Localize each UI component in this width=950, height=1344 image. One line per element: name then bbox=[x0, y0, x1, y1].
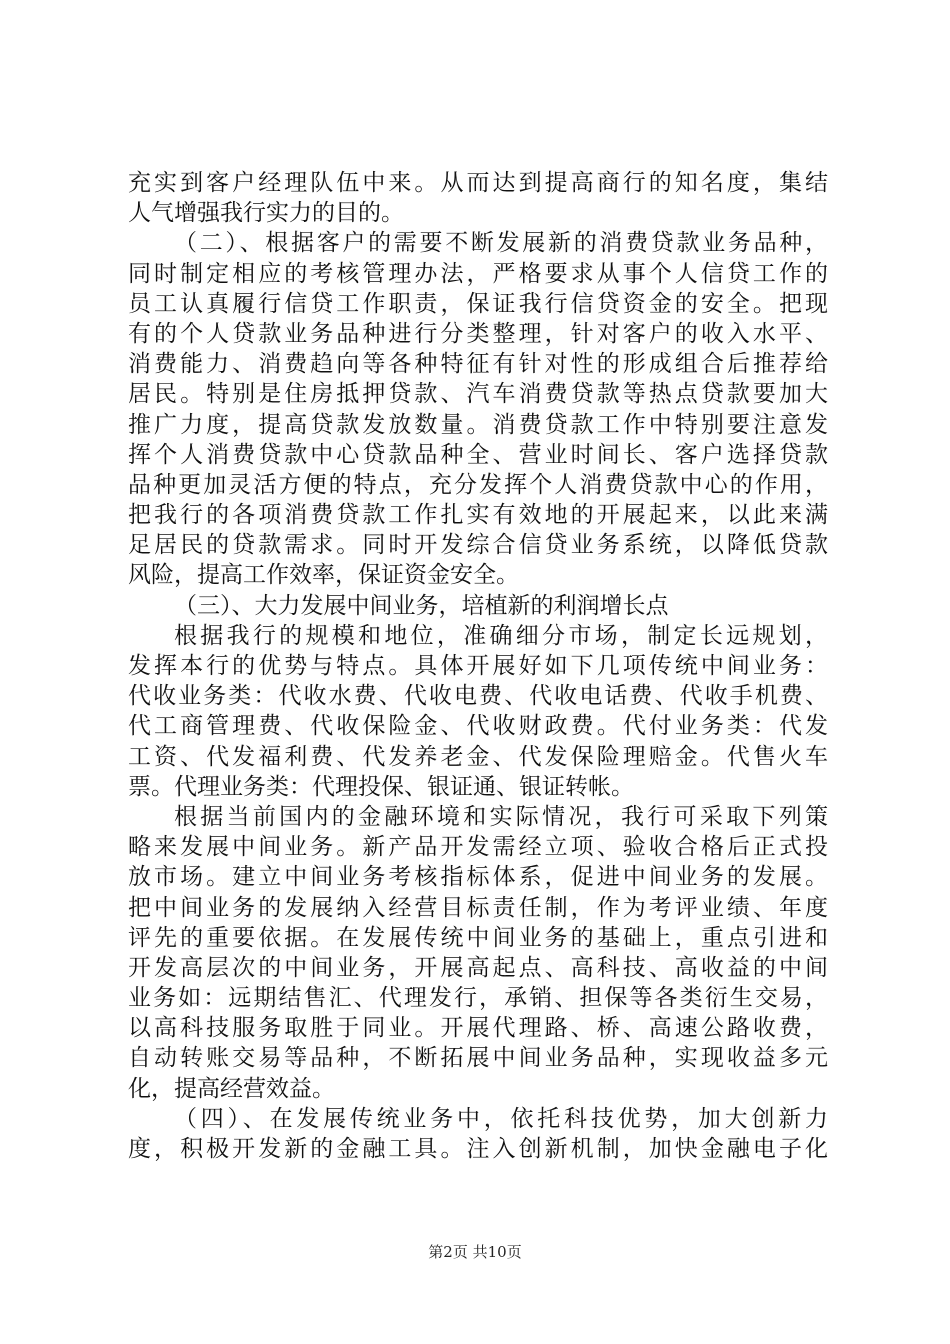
text-line: 推广力度，提高贷款发放数量。消费贷款工作中特别要注意发 bbox=[128, 411, 828, 438]
text-line: 自动转账交易等品种，不断拓展中间业务品种，实现收益多元 bbox=[128, 1045, 828, 1072]
text-line: 根据当前国内的金融环境和实际情况，我行可采取下列策 bbox=[174, 803, 828, 830]
text-line: 开发高层次的中间业务，开展高起点、高科技、高收益的中间 bbox=[128, 954, 828, 981]
text-line: 以高科技服务取胜于同业。开展代理路、桥、高速公路收费， bbox=[128, 1015, 828, 1042]
text-line: 人气增强我行实力的目的。 bbox=[128, 200, 404, 227]
text-line: 代工商管理费、代收保险金、代收财政费。代付业务类：代发 bbox=[128, 713, 828, 740]
text-line: 充实到客户经理队伍中来。从而达到提高商行的知名度，集结 bbox=[128, 170, 828, 196]
text-line: 居民。特别是住房抵押贷款、汽车消费贷款等热点贷款要加大 bbox=[128, 381, 828, 408]
text-line: 票。代理业务类：代理投保、银证通、银证转帐。 bbox=[128, 773, 634, 800]
text-line: 代收业务类：代收水费、代收电费、代收电话费、代收手机费、 bbox=[128, 683, 828, 710]
text-line: 把我行的各项消费贷款工作扎实有效地的开展起来，以此来满 bbox=[128, 502, 828, 529]
text-line: 挥个人消费贷款中心贷款品种全、营业时间长、客户选择贷款 bbox=[128, 441, 828, 468]
text-line: 业务如：远期结售汇、代理发行，承销、担保等各类衍生交易， bbox=[128, 985, 828, 1012]
text-line: 化，提高经营效益。 bbox=[128, 1075, 335, 1102]
text-line: 根据我行的规模和地位，准确细分市场，制定长远规划， bbox=[174, 622, 828, 649]
text-line: 足居民的贷款需求。同时开发综合信贷业务系统，以降低贷款 bbox=[128, 532, 828, 559]
page-footer: 第2页 共10页 bbox=[428, 1243, 522, 1261]
text-line: 放市场。建立中间业务考核指标体系，促进中间业务的发展。 bbox=[128, 864, 828, 891]
text-line: 消费能力、消费趋向等各种特征有针对性的形成组合后推荐给 bbox=[128, 351, 828, 378]
text-line: （四）、在发展传统业务中，依托科技优势，加大创新力 bbox=[174, 1105, 828, 1132]
text-line: 评先的重要依据。在发展传统中间业务的基础上，重点引进和 bbox=[128, 924, 828, 951]
text-line: 发挥本行的优势与特点。具体开展好如下几项传统中间业务： bbox=[128, 653, 828, 679]
text-line: 风险，提高工作效率，保证资金安全。 bbox=[128, 562, 519, 589]
text-line: 品种更加灵活方便的特点，充分发挥个人消费贷款中心的作用， bbox=[128, 471, 828, 498]
text-line: 有的个人贷款业务品种进行分类整理，针对客户的收入水平、 bbox=[128, 320, 828, 347]
text-line: 同时制定相应的考核管理办法，严格要求从事个人信贷工作的 bbox=[128, 260, 828, 287]
text-line: （二）、根据客户的需要不断发展新的消费贷款业务品种， bbox=[174, 230, 828, 257]
text-line: （三）、大力发展中间业务，培植新的利润增长点 bbox=[174, 592, 669, 619]
text-line: 工资、代发福利费、代发养老金、代发保险理赔金。代售火车 bbox=[128, 743, 828, 770]
text-line: 把中间业务的发展纳入经营目标责任制，作为考评业绩、年度 bbox=[128, 894, 828, 921]
text-line: 略来发展中间业务。新产品开发需经立项、验收合格后正式投 bbox=[128, 834, 828, 861]
document-body bbox=[128, 168, 828, 1164]
text-line: 员工认真履行信贷工作职责，保证我行信贷资金的安全。把现 bbox=[128, 290, 828, 317]
text-line: 度，积极开发新的金融工具。注入创新机制，加快金融电子化 bbox=[128, 1136, 828, 1162]
